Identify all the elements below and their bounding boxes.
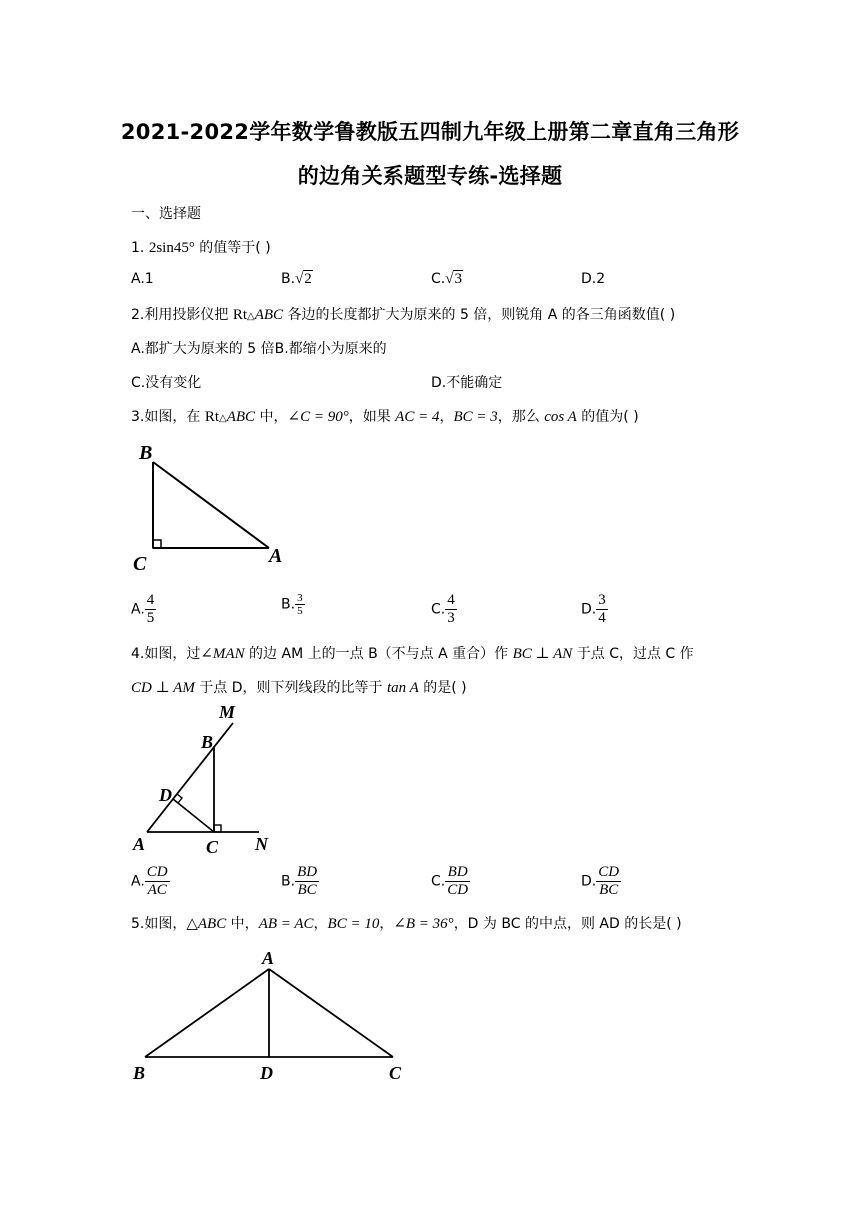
section-heading: 一、选择题 — [131, 206, 201, 222]
q2-option-d: D.不能确定 — [431, 375, 503, 391]
question-5: 5.如图，△ABC 中，AB = AC，BC = 10，∠B = 36°，D 为 BC 的中点，则 AD 的长是( ) — [131, 916, 682, 932]
q4-label-d: D — [159, 785, 172, 805]
q1-number: 1. — [131, 240, 149, 256]
question-2: 2.利用投影仪把 Rt△ABC 各边的长度都扩大为原来的 5 倍，则锐角 A 的各三角函数值( ) — [131, 307, 676, 323]
q1-option-c — [431, 271, 463, 288]
q5-label-c: C — [389, 1063, 402, 1083]
q4-label-b: B — [201, 732, 214, 752]
q1-option-b-sqrt: √2 — [295, 271, 312, 287]
q1-option-c-sqrt: √3 — [445, 271, 462, 287]
doc-title-line1: 2021-2022学年数学鲁教版五四制九年级上册第二章直角三角形 — [120, 120, 740, 144]
q3-option-a: A. $\frac{4}{5}$ — [131, 592, 155, 626]
q3-right-angle-mark — [153, 540, 161, 548]
q3-label-b: B — [139, 442, 153, 464]
q5-side-ab — [145, 969, 269, 1057]
q1-option-c-label: C. — [431, 271, 446, 287]
q1-expression: 2sin45° — [148, 240, 195, 256]
q4-label-n: N — [255, 834, 268, 854]
q4-right-angle-c — [214, 825, 221, 832]
q4-label-m: M — [219, 702, 236, 722]
q1-option-a: A.1 — [131, 271, 154, 287]
q3-label-c: C — [133, 553, 147, 575]
q4-right-angle-d — [177, 794, 182, 803]
question-4-line2: CD ⊥ AM 于点 D，则下列线段的比等于 tan A 的是( ) — [131, 680, 467, 696]
q5-label-d: D — [260, 1063, 273, 1083]
q3-option-c: C. $\frac{4}{3}$ — [431, 592, 455, 626]
q3-option-d: D. $\frac{3}{4}$ — [581, 592, 606, 626]
q4-label-c: C — [206, 837, 219, 857]
q1-option-d: D.2 — [581, 271, 606, 287]
q3-label-a: A — [269, 545, 283, 567]
question-4-line1: 4.如图，过∠MAN 的边 AM 上的一点 B（不与点 A 重合）作 BC ⊥ AN 于点 C，过点 C 作 — [131, 646, 694, 662]
q4-option-b: B. $\frac{BD}{BC}$ — [281, 864, 318, 898]
q4-ray-am — [147, 723, 233, 832]
q2-option-a: A.都扩大为原来的 5 倍 — [131, 341, 275, 357]
q5-label-b: B — [133, 1063, 146, 1083]
q5-label-a: A — [262, 948, 275, 968]
q4-option-a: A. $\frac{CD}{AC}$ — [131, 864, 168, 898]
q3-figure — [125, 438, 295, 578]
q4-option-d: D. $\frac{CD}{BC}$ — [581, 864, 620, 898]
doc-title-line2: 的边角关系题型专练-选择题 — [297, 164, 563, 188]
q1-option-b-label: B. — [281, 271, 296, 287]
q2-option-a-b — [131, 338, 387, 358]
q4-option-c: C. $\frac{BD}{CD}$ — [431, 864, 469, 898]
q5-side-ac — [269, 969, 393, 1057]
question-1 — [131, 237, 271, 257]
q4-segment-cd — [173, 799, 214, 832]
q4-label-a: A — [133, 834, 146, 854]
q3-side-ab — [153, 462, 269, 548]
q1-text: 的值等于( ) — [194, 240, 271, 256]
question-3: 3.如图，在 Rt△ABC 中，∠C = 90°，如果 AC = 4，BC = 3，那么 cos A 的值为( ) — [131, 409, 639, 425]
q5-figure — [125, 944, 415, 1089]
q2-option-b: B.都缩小为原来的 — [274, 341, 387, 357]
q1-option-b — [281, 271, 313, 288]
q4-figure — [125, 700, 285, 860]
q2-option-c: C.没有变化 — [131, 375, 202, 391]
q3-option-b: B. $\frac{3}{5}$ — [281, 592, 303, 617]
